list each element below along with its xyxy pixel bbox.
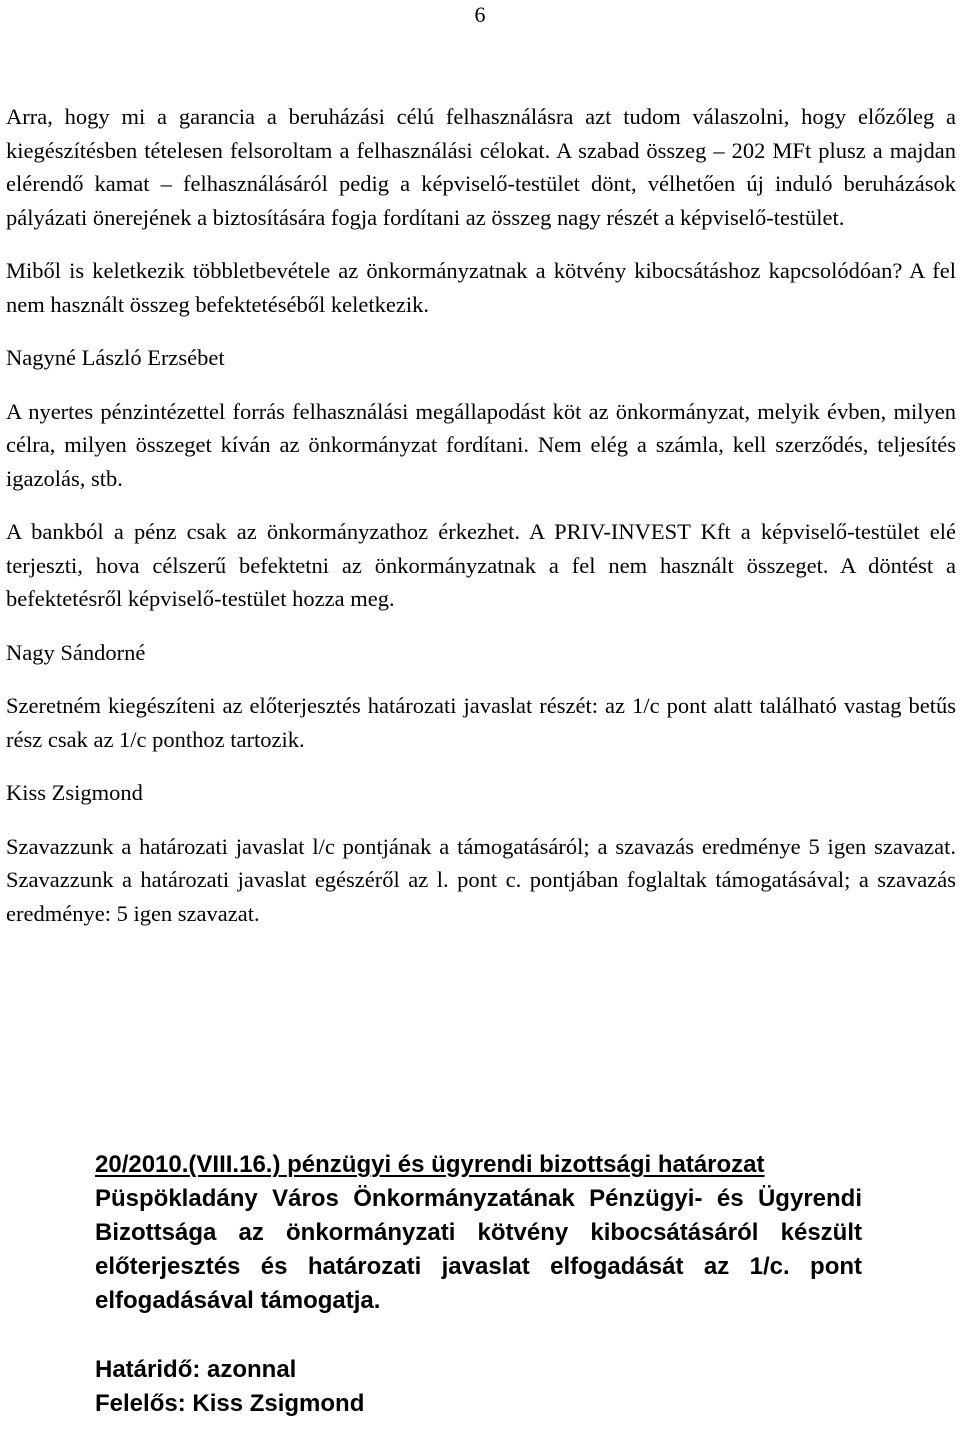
resolution-responsible: Felelős: Kiss Zsigmond — [95, 1390, 365, 1417]
paragraph-supplement: Szeretném kiegészíteni az előterjesztés határozati javaslat részét: az 1/c pont alatt található vastag betűs rész csak az 1/c ponthoz tartozik. — [6, 693, 956, 752]
paragraph-extra-revenue: Miből is keletkezik többletbevétele az önkormányzatnak a kötvény kibocsátáshoz kapcsolódóan? A fel nem használt összeg befektetéséből keletkezik. — [6, 258, 956, 317]
paragraph-agreement: A nyertes pénzintézettel forrás felhasználási megállapodást köt az önkormányzat, melyik évben, milyen célra, milyen összeget kíván az önkormányzat fordítani. Nem elég a számla, kell szerződés, teljesítés igazolás, stb. — [6, 398, 956, 491]
meeting-minutes-text — [6, 100, 956, 930]
resolution-number: 20/2010.(VIII.16.) pénzügyi és ügyrendi bizottsági határozat — [95, 1151, 765, 1178]
committee-resolution — [95, 1148, 862, 1421]
paragraph-bank: A bankból a pénz csak az önkormányzathoz érkezhet. A PRIV-INVEST Kft a képviselő-testület elé terjeszti, hova célszerű befektetni az önkormányzatnak a fel nem használt összeget. A döntést a befektetésről képviselő-testület hozza meg. — [6, 519, 956, 611]
paragraph-guarantee-answer: Arra, hogy mi a garancia a beruházási célú felhasználásra azt tudom válaszolni, hogy előzőleg a kiegészítésben tételesen felsoroltam a felhasználási célokat. A szabad összeg – 202 MFt plusz a majdan elérendő kamat – felhasználásáról pedig a képviselő-testület dönt, vélhetően új induló beruházások pályázati önerejének a biztosítására fogja fordítani az összeg nagy részét a képviselő-testület. — [6, 104, 956, 230]
speaker-name: Kiss Zsigmond — [6, 780, 143, 805]
resolution-body: Püspökladány Város Önkormányzatának Pénzügyi- és Ügyrendi Bizottsága az önkormányzati kötvény kibocsátásáról készült előterjesztés és határozati javaslat elfogadását az 1/c. pont elfogadásával támogatja. — [95, 1185, 862, 1314]
paragraph-voting: Szavazzunk a határozati javaslat l/c pontjának a támogatásáról; a szavazás eredménye 5 igen szavazat. Szavazzunk a határozati javaslat egészéről az l. pont c. pontjában foglaltak támogatásával; a szavazás eredménye: 5 igen szavazat. — [6, 833, 956, 926]
resolution-meta — [95, 1353, 862, 1421]
speaker-name: Nagy Sándorné — [6, 639, 146, 665]
page-number: 6 — [474, 2, 486, 27]
speaker-name: Nagyné László Erzsébet — [6, 345, 225, 370]
resolution-deadline: Határidő: azonnal — [95, 1356, 297, 1383]
